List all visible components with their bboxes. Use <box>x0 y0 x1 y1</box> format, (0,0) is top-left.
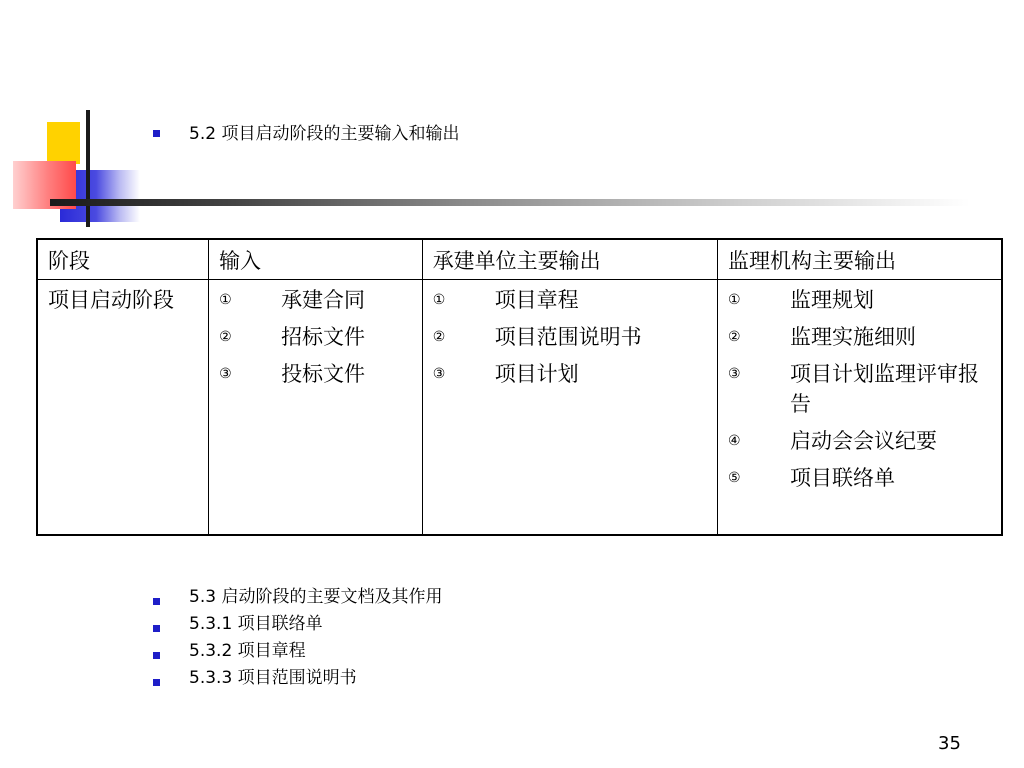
bullet-number: 5.3.2 <box>189 641 233 661</box>
header-supervisor-output: 监理机构主要输出 <box>718 239 1002 280</box>
item-text: 项目计划 <box>494 362 579 386</box>
table-row <box>37 280 1002 536</box>
yellow-square <box>47 122 80 164</box>
item-number: ④ <box>728 433 741 449</box>
table-header-row <box>37 239 1002 280</box>
list-item <box>728 285 991 315</box>
bullet-icon <box>153 652 160 659</box>
section-title: 项目启动阶段的主要输入和输出 <box>221 124 460 144</box>
item-text: 项目联络单 <box>790 466 896 490</box>
bullet-icon <box>153 598 160 605</box>
bullet-icon <box>153 130 160 137</box>
header-contractor-output: 承建单位主要输出 <box>422 239 717 280</box>
decorative-corner-graphic <box>0 100 150 230</box>
list-item <box>728 322 991 352</box>
bullet-item <box>189 614 323 634</box>
bullet-text: 项目章程 <box>237 641 306 661</box>
item-text: 投标文件 <box>281 362 366 386</box>
list-item <box>728 463 991 493</box>
header-input: 输入 <box>209 239 423 280</box>
bullet-text: 项目联络单 <box>237 614 323 634</box>
bullet-text: 启动阶段的主要文档及其作用 <box>221 587 443 607</box>
list-item <box>728 426 991 456</box>
item-number: ② <box>728 329 741 345</box>
item-text: 监理实施细则 <box>790 325 917 349</box>
list-item <box>433 359 707 389</box>
item-number: ③ <box>219 366 232 382</box>
list-item <box>433 285 707 315</box>
item-number: ② <box>432 329 446 345</box>
item-number: ⑤ <box>728 470 741 486</box>
bullet-item <box>189 641 306 661</box>
stage-cell: 项目启动阶段 <box>37 280 209 536</box>
header-stage: 阶段 <box>37 239 209 280</box>
item-number: ③ <box>432 366 446 382</box>
vertical-line <box>86 110 90 227</box>
item-number: ② <box>219 329 232 345</box>
list-item <box>219 285 412 315</box>
section-number: 5.2 <box>189 124 217 144</box>
bullet-number: 5.3.1 <box>189 614 233 634</box>
item-text: 招标文件 <box>281 325 366 349</box>
item-text: 监理规划 <box>790 288 875 312</box>
page-number: 35 <box>938 733 961 754</box>
horizontal-rule <box>50 199 970 206</box>
io-table <box>36 238 1003 536</box>
list-item <box>728 359 991 419</box>
bullet-item <box>189 668 357 688</box>
list-item <box>219 359 412 389</box>
item-number: ① <box>728 292 741 308</box>
section-heading <box>189 124 459 144</box>
supervisor-outputs-cell <box>718 280 1002 536</box>
item-number: ③ <box>728 366 741 382</box>
list-item <box>433 322 707 352</box>
item-text: 项目章程 <box>494 288 579 312</box>
bullet-icon <box>153 679 160 686</box>
bullet-icon <box>153 625 160 632</box>
item-text: 项目计划监理评审报告 <box>790 362 980 416</box>
bullet-number: 5.3.3 <box>189 668 233 688</box>
item-number: ① <box>432 292 446 308</box>
item-text: 项目范围说明书 <box>494 325 642 349</box>
item-text: 启动会会议纪要 <box>790 429 938 453</box>
list-item <box>219 322 412 352</box>
item-text: 承建合同 <box>281 288 366 312</box>
bullet-text: 项目范围说明书 <box>237 668 357 688</box>
item-number: ① <box>219 292 232 308</box>
bullet-item <box>189 587 442 607</box>
inputs-cell <box>209 280 423 536</box>
bullet-number: 5.3 <box>189 587 217 607</box>
contractor-outputs-cell <box>422 280 717 536</box>
